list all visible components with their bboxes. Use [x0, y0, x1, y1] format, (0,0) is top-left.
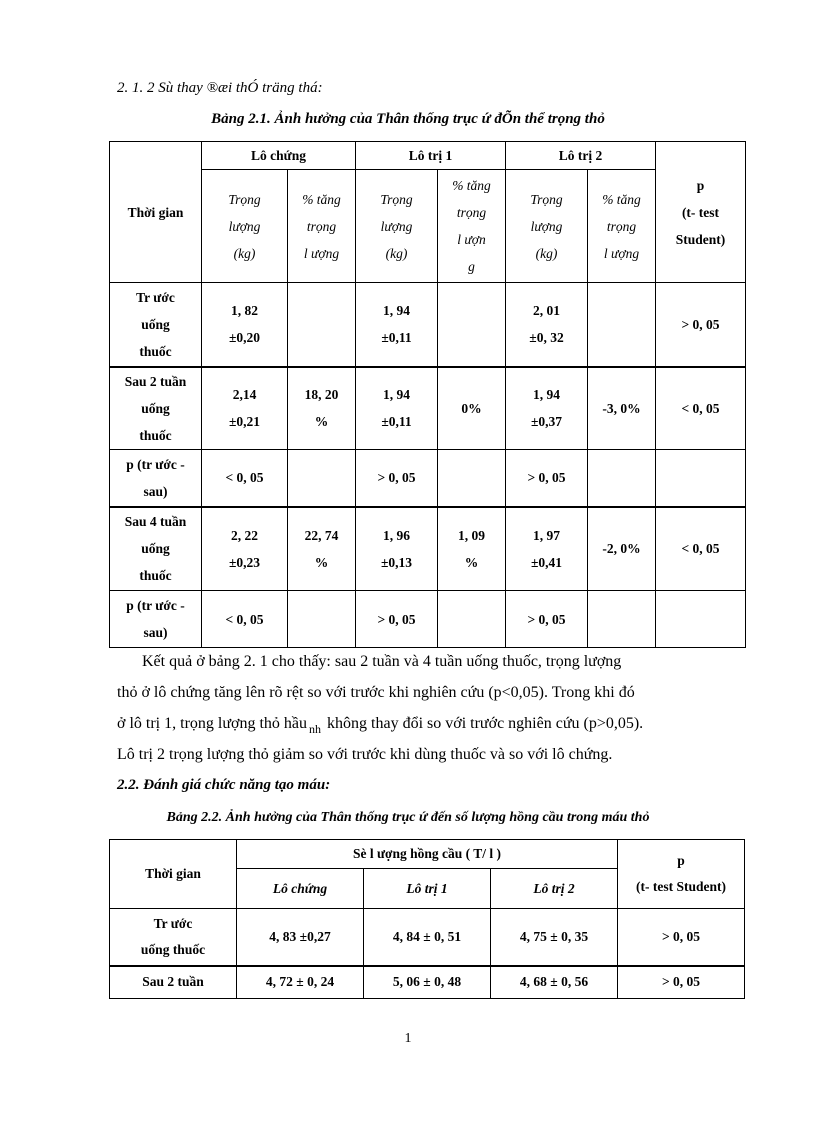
cell: 5, 06 ± 0, 48 [364, 966, 491, 999]
header-weight-control: Trọng lượng (kg) [202, 170, 288, 283]
cell: 0% [438, 367, 506, 450]
cell: 4, 72 ± 0, 24 [237, 966, 364, 999]
header-group-control: Lô chứng [202, 142, 356, 170]
cell: 4, 83 ±0,27 [237, 909, 364, 966]
cell: -2, 0% [588, 507, 656, 591]
cell [438, 283, 506, 367]
cell [288, 591, 356, 648]
paragraph-line-2: thỏ ở lô chứng tăng lên rõ rệt so với trước khi nghiên cứu (p<0,05). Trong khi đó [117, 684, 635, 701]
table1-caption: Bảng 2.1. Ảnh hưởng của Thân thống trục ứ đÕn thể trọng thỏ [211, 111, 605, 127]
cell [588, 283, 656, 367]
header-group-1: Lô trị 1 [356, 142, 506, 170]
header-pct-2: % tăng trọng l ượng [588, 170, 656, 283]
paragraph-line-4: Lô trị 2 trọng lượng thỏ giảm so với trước khi dùng thuốc và so với lô chứng. [117, 746, 613, 763]
header-control: Lô chứng [237, 869, 364, 909]
paragraph-line-1: Kết quả ở bảng 2. 1 cho thấy: sau 2 tuần và 4 tuần uống thuốc, trọng lượng [142, 653, 622, 670]
cell: > 0, 05 [356, 450, 438, 507]
table-weight [109, 141, 746, 648]
table-row [110, 507, 746, 591]
cell: 2, 01 ±0, 32 [506, 283, 588, 367]
table-row [110, 966, 745, 999]
cell [288, 450, 356, 507]
cell: > 0, 05 [506, 591, 588, 648]
table-red-blood-cells [109, 839, 745, 999]
table-row [110, 591, 746, 648]
row-label: Tr ước uống thuốc [110, 909, 237, 966]
cell: > 0, 05 [506, 450, 588, 507]
cell [438, 450, 506, 507]
header-rbc-count: Sè l ượng hồng cầu ( T/ l ) [237, 840, 618, 869]
paragraph-line-3: ở lô trị 1, trọng lượng thỏ hầu $_{nh}$ không thay đổi so với trước nghiên cứu (p>0,05). [117, 715, 644, 736]
header-t1: Lô trị 1 [364, 869, 491, 909]
header-p: p (t- test Student) [656, 142, 746, 283]
cell-p: < 0, 05 [656, 367, 746, 450]
cell [588, 450, 656, 507]
table-row [110, 909, 745, 966]
cell [288, 283, 356, 367]
cell [438, 591, 506, 648]
cell: < 0, 05 [202, 591, 288, 648]
cell: 1, 94 ±0,11 [356, 367, 438, 450]
header-p: p (t- test Student) [618, 840, 745, 909]
section-heading-2-2: 2.2. Đánh giá chức năng tạo máu: [117, 777, 331, 793]
row-label: Sau 2 tuần [110, 966, 237, 999]
table-row [110, 367, 746, 450]
cell: 1, 96 ±0,13 [356, 507, 438, 591]
cell: 1, 09 % [438, 507, 506, 591]
header-pct-control: % tăng trọng l ượng [288, 170, 356, 283]
row-label: Sau 2 tuần uống thuốc [110, 367, 202, 450]
cell: 1, 94 ±0,37 [506, 367, 588, 450]
table-row [110, 283, 746, 367]
cell: 2, 22 ±0,23 [202, 507, 288, 591]
cell: < 0, 05 [202, 450, 288, 507]
table-row [110, 450, 746, 507]
header-t2: Lô trị 2 [491, 869, 618, 909]
header-group-2: Lô trị 2 [506, 142, 656, 170]
header-weight-2: Trọng lượng (kg) [506, 170, 588, 283]
page-number: 1 [404, 1031, 412, 1046]
cell-p [656, 450, 746, 507]
cell: 4, 68 ± 0, 56 [491, 966, 618, 999]
cell: 1, 94 ±0,11 [356, 283, 438, 367]
cell: 18, 20 % [288, 367, 356, 450]
cell: 4, 84 ± 0, 51 [364, 909, 491, 966]
cell: 1, 82 ±0,20 [202, 283, 288, 367]
cell: 4, 75 ± 0, 35 [491, 909, 618, 966]
row-label: p (tr ước - sau) [110, 591, 202, 648]
cell: > 0, 05 [356, 591, 438, 648]
cell [588, 591, 656, 648]
header-weight-1: Trọng lượng (kg) [356, 170, 438, 283]
header-pct-1: % tăng trọng l ượn g [438, 170, 506, 283]
section-heading: 2. 1. 2 Sù thay ®æi thÓ träng thá: [117, 80, 323, 96]
cell-p: > 0, 05 [656, 283, 746, 367]
header-time: Thời gian [110, 840, 237, 909]
table2-caption: Bảng 2.2. Ảnh hưởng của Thân thống trục ứ đến số lượng hồng cầu trong máu thỏ [166, 810, 650, 825]
cell: -3, 0% [588, 367, 656, 450]
cell: 22, 74 % [288, 507, 356, 591]
header-time: Thời gian [110, 142, 202, 283]
cell-p [656, 591, 746, 648]
row-label: Tr ước uống thuốc [110, 283, 202, 367]
row-label: p (tr ước - sau) [110, 450, 202, 507]
row-label: Sau 4 tuần uống thuốc [110, 507, 202, 591]
cell: 2,14 ±0,21 [202, 367, 288, 450]
cell-p: > 0, 05 [618, 966, 745, 999]
cell: 1, 97 ±0,41 [506, 507, 588, 591]
cell-p: < 0, 05 [656, 507, 746, 591]
cell-p: > 0, 05 [618, 909, 745, 966]
